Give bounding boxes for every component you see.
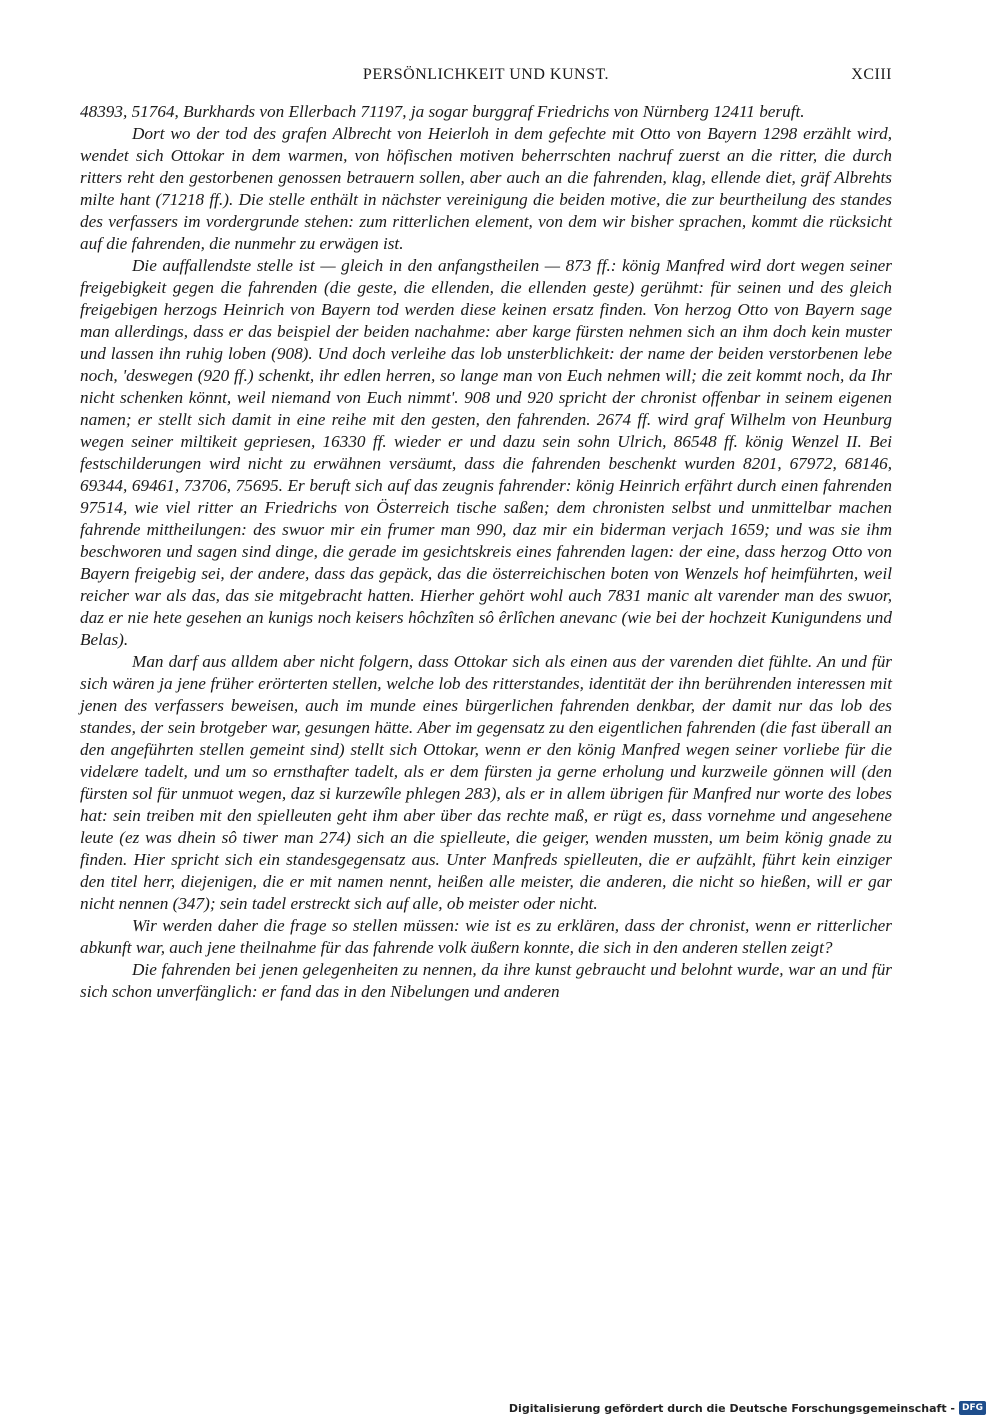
paragraph: Die auffallendste stelle ist — gleich in den anfangstheilen — 873 ff.: könig Manfred wird dort wegen seiner freigebigkeit gegen die fahrenden (die geste, die ellenden, die ellenden geste) gerühmt: für seinen und des gleich freigebigen herzogs Heinrich von Bayern tod werden diese keinen ersatz finden. Von herzog Otto von Bayern sage man allerdings, dass er das beispiel der beiden nachahme: aber karge fürsten nehmen sich an ihm doch kein muster und lassen ihn ruhig loben (908). Und doch verleihe das lob unsterblichkeit: der name der beiden verstorbenen lebe noch, 'deswegen (920 ff.) schenkt, ihr edlen herren, so lange man von Euch nehmen will; die zeit kommt noch, da Ihr nicht schenken könnt, weil niemand von Euch nimmt'. 908 und 920 spricht der chronist offenbar in seinem eigenen namen; er stellt sich damit in eine reihe mit den gesten, den fahrenden. 2674 ff. wird graf Wilhelm von Heunburg wegen seiner miltikeit gepriesen, 16330 ff. wieder er und dazu sein sohn Ulrich, 86548 ff. könig Wenzel II. Bei festschilderungen wird nicht zu erwähnen versäumt, dass die fahrenden beschenkt wurden 8201, 67972, 68146, 69344, 69461, 73706, 75695. Er beruft sich auf das zeugnis fahrender: könig Heinrich erfährt durch einen fahrenden 97514, wie viel ritter an Friedrichs von Österreich tische saßen; dem chronisten selbst und unmittelbar machen fahrende mittheilungen: des swuor mir ein frumer man 990, daz mir ein biderman verjach 1659; und was sie ihm beschworen und sagen sind dinge, die gerade im gesichtskreis eines fahrenden lagen: der eine, dass herzog Otto von Bayern freigebig sei, der andere, dass das gepäck, das die österreichischen boten von Wenzels hof heimführten, weil reicher war als das, das sie mitgebracht hatten. Hierher gehört wohl auch 7831 manic alt varender man des swuor, daz er nie hete gesehen an kunigs noch keisers hôchzîten sô êrlîchen anevanc (wie bei der hochzeit Kunigundens und Belas).	[80, 256, 892, 649]
page-header	[80, 66, 892, 90]
paragraph: Die fahrenden bei jenen gelegenheiten zu nennen, da ihre kunst gebraucht und belohnt wurde, war an und für sich schon unverfänglich: er fand das in den Nibelungen und anderen	[80, 960, 892, 1001]
body-text	[80, 101, 892, 1003]
paragraph: Wir werden daher die frage so stellen müssen: wie ist es zu erklären, dass der chronist, wenn er ritterlicher abkunft war, auch jene theilnahme für das fahrende volk äußern konnte, die sich in den anderen stellen zeigt?	[80, 916, 892, 957]
running-title: PERSÖNLICHKEIT UND KUNST.	[362, 66, 610, 83]
paragraph: Man darf aus alldem aber nicht folgern, dass Ottokar sich als einen aus der varenden diet fühlte. An und für sich wären ja jene früher erörterten stellen, welche lob des ritterstandes, identität der ihn berührenden interessen mit jenen des verfassers beweisen, auch im munde eines bürgerlichen fahrenden denkbar, der damit nur das lob des standes, der sein brotgeber war, gesungen hätte. Aber im gegensatz zu den eigentlichen fahrenden (die fast überall an den angeführten stellen gemeint sind) stellt sich Ottokar, wenn er den könig Manfred wegen seiner vorliebe für die videlære tadelt, und um so ernsthafter tadelt, als er dem fürsten ja gerne erholung und kurzweile gönnen will (den fürsten sol für unmuot wegen, daz si kurzewîle phlegen 283), als er in allem übrigen für Manfred nur worte des lobes hat: sein treiben mit den spielleuten geht ihm aber über das rechte maß, er rügt es, dass vornehme und angesehene leute (ez was dhein sô tiwer man 274) sich an die spielleute, die geiger, wenden mussten, um beim könig gnade zu finden. Hier spricht sich ein standesgegensatz aus. Unter Manfreds spielleuten, die er aufzählt, führt kein einziger den titel herr, diejenigen, die er mit namen nennt, heißen alle meister, die anderen, die nicht so hießen, will er gar nicht nennen (347); sein tadel erstreckt sich auf alle, ob meister oder nicht.	[80, 652, 892, 913]
page-number: XCIII	[851, 66, 892, 83]
digitization-credit	[509, 1399, 986, 1417]
credit-text: Digitalisierung gefördert durch die Deutsche Forschungsgemeinschaft -	[508, 1401, 955, 1415]
paragraph: 48393, 51764, Burkhards von Ellerbach 71197, ja sogar burggraf Friedrichs von Nürnberg 12411 beruft.	[80, 102, 805, 121]
dfg-logo-icon: DFG	[959, 1401, 986, 1415]
paragraph: Dort wo der tod des grafen Albrecht von Heierloh in dem gefechte mit Otto von Bayern 1298 erzählt wird, wendet sich Ottokar in dem warmen, von höfischen motiven beherrschten nachruf zuerst an die ritter, die durch ritters reht den gestorbenen genossen betrauern sollen, aber auch an die fahrenden, klag, ellende diet, gräf Albrehts milte hant (71218 ff.). Die stelle enthält in nächster vereinigung die beiden motive, die zur beurtheilung des standes des verfassers im vordergrunde stehen: zum ritterlichen element, von dem wir bisher sprachen, kommt die rücksicht auf die fahrenden, die nunmehr zu erwägen ist.	[80, 124, 892, 253]
